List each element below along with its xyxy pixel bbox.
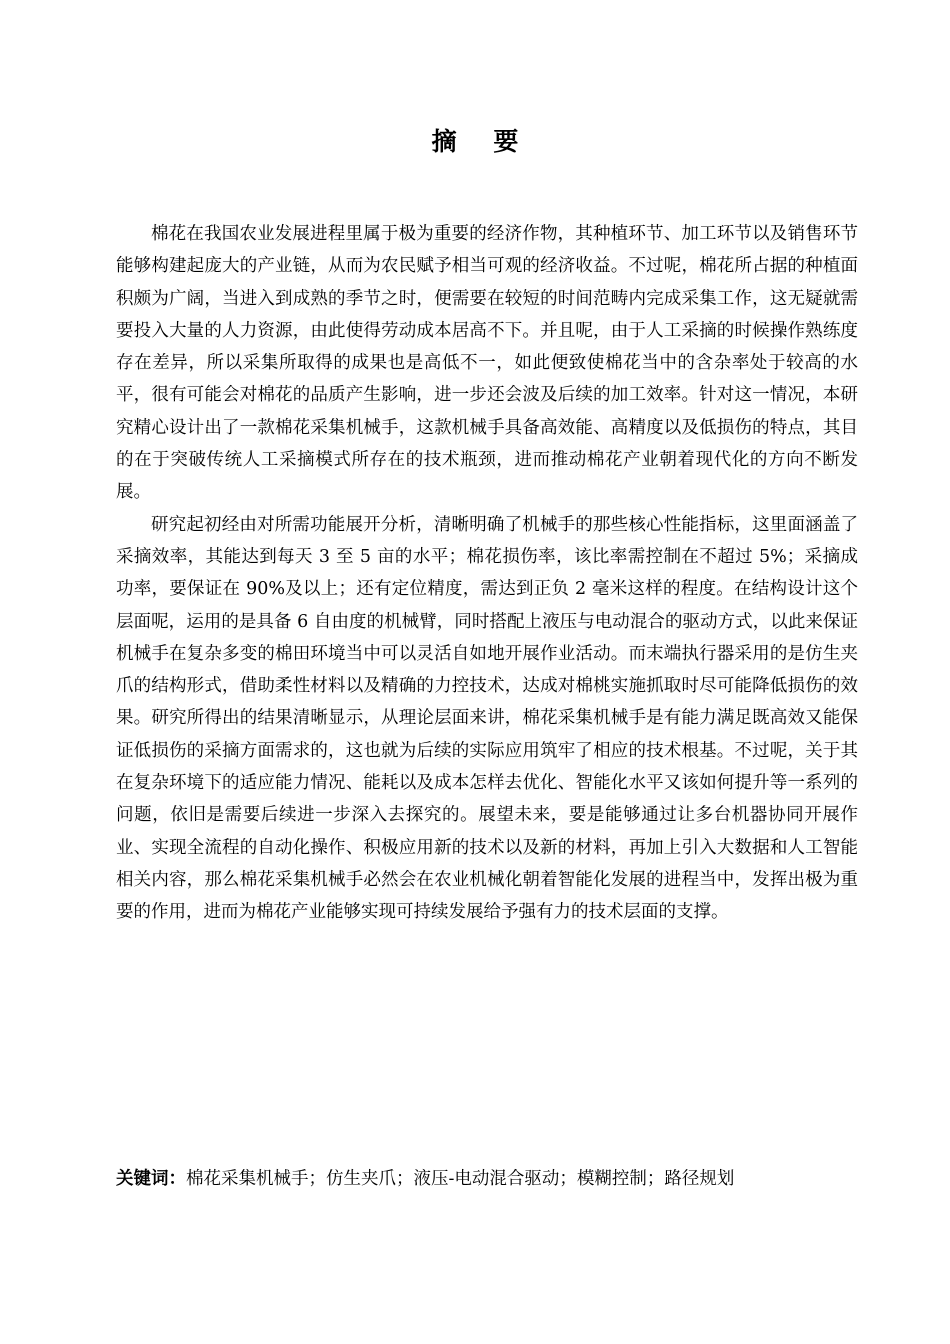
abstract-body: [116, 218, 858, 929]
keywords-label: 关键词：: [116, 1169, 186, 1189]
abstract-paragraph-1: 棉花在我国农业发展进程里属于极为重要的经济作物，其种植环节、加工环节以及销售环节能够构建起庞大的产业链，从而为农民赋予相当可观的经济收益。不过呢，棉花所占据的种植面积颇为广阔，当进入到成熟的季节之时，便需要在较短的时间范畴内完成采集工作，这无疑就需要投入大量的人力资源，由此使得劳动成本居高不下。并且呢，由于人工采摘的时候操作熟练度存在差异，所以采集所取得的成果也是高低不一，如此便致使棉花当中的含杂率处于较高的水平，很有可能会对棉花的品质产生影响，进一步还会波及后续的加工效率。针对这一情况，本研究精心设计出了一款棉花采集机械手，这款机械手具备高效能、高精度以及低损伤的特点，其目的在于突破传统人工采摘模式所存在的技术瓶颈，进而推动棉花产业朝着现代化的方向不断发展。: [116, 224, 858, 503]
keywords-text: 棉花采集机械手；仿生夹爪；液压-电动混合驱动；模糊控制；路径规划: [186, 1169, 735, 1189]
abstract-paragraph-2: 研究起初经由对所需功能展开分析，清晰明确了机械手的那些核心性能指标，这里面涵盖了采摘效率，其能达到每天 3 至 5 亩的水平；棉花损伤率，该比率需控制在不超过 5%；采摘成功率，要保证在 90%及以上；还有定位精度，需达到正负 2 毫米这样的程度。在结构设计这个层面呢，运用的是具备 6 自由度的机械臂，同时搭配上液压与电动混合的驱动方式，以此来保证机械手在复杂多变的棉田环境当中可以灵活自如地开展作业活动。而末端执行器采用的是仿生夹爪的结构形式，借助柔性材料以及精确的力控技术，达成对棉桃实施抓取时尽可能降低损伤的效果。研究所得出的结果清晰显示，从理论层面来讲，棉花采集机械手是有能力满足既高效又能保证低损伤的采摘方面需求的，这也就为后续的实际应用筑牢了相应的技术根基。不过呢，关于其在复杂环境下的适应能力情况、能耗以及成本怎样去优化、智能化水平又该如何提升等一系列的问题，依旧是需要后续进一步深入去探究的。展望未来，要是能够通过让多台机器协同开展作业、实现全流程的自动化操作、积极应用新的技术以及新的材料，再加上引入大数据和人工智能相关内容，那么棉花采集机械手必然会在农业机械化朝着智能化发展的进程当中，发挥出极为重要的作用，进而为棉花产业能够实现可持续发展给予强有力的技术层面的支撑。: [116, 514, 858, 923]
page-title: 摘 要: [431, 127, 533, 156]
keywords-line: [116, 1163, 858, 1195]
